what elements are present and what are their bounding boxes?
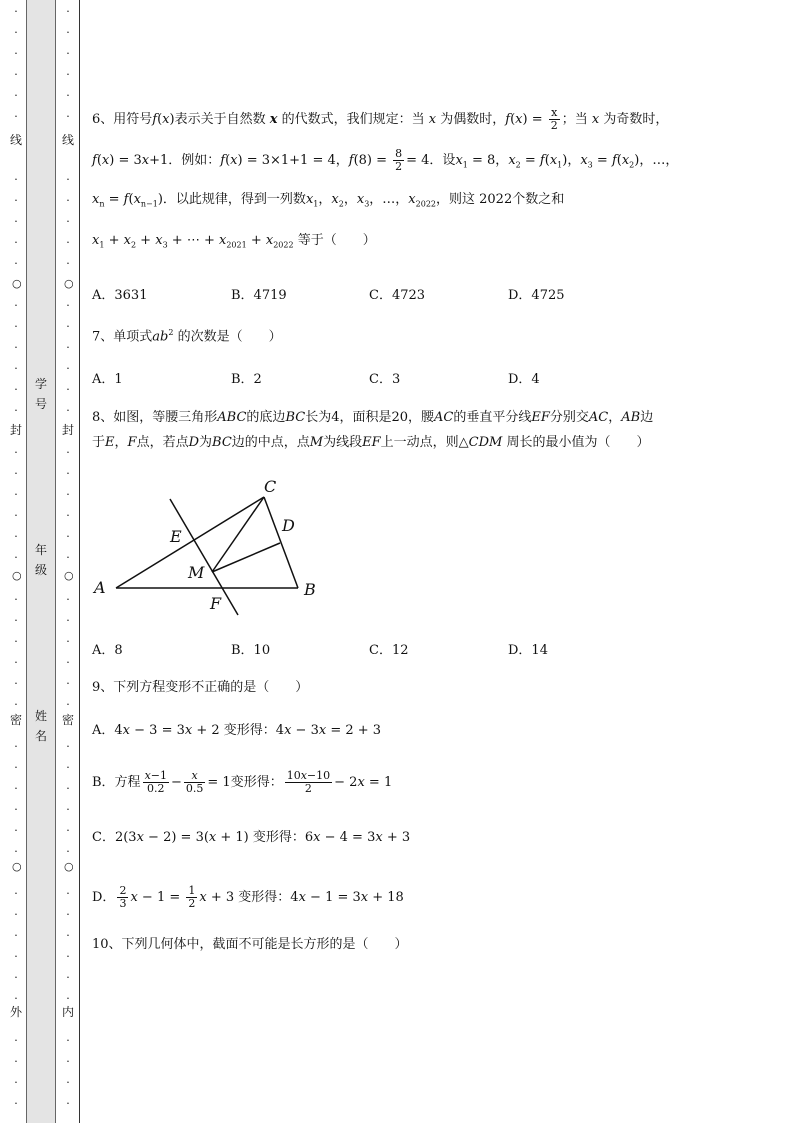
inner-dot: · xyxy=(66,845,70,858)
outer-dot: · xyxy=(14,740,18,753)
outer-dot: · xyxy=(14,677,18,690)
label-b: B xyxy=(304,580,316,599)
q7-stem: 7、单项式$ab^2$ 的次数是（ ） xyxy=(92,328,282,345)
outer-dot: · xyxy=(14,488,18,501)
label-c: C xyxy=(264,477,277,496)
outer-dot-column xyxy=(10,0,23,1123)
outer-dot: · xyxy=(14,26,18,39)
outer-dot: · xyxy=(14,887,18,900)
inner-dot: · xyxy=(66,782,70,795)
outer-dot: · xyxy=(14,404,18,417)
inner-label: 线 xyxy=(62,133,75,147)
inner-label: 封 xyxy=(62,423,75,437)
outer-dot: · xyxy=(14,110,18,123)
field-name: 姓 名 xyxy=(34,709,47,743)
outer-dot: · xyxy=(14,341,18,354)
inner-dot: · xyxy=(66,110,70,123)
outer-dot: · xyxy=(14,551,18,564)
outer-dot: · xyxy=(14,47,18,60)
inner-dot: · xyxy=(66,215,70,228)
inner-label: 内 xyxy=(62,1005,75,1019)
side-cb xyxy=(264,497,298,588)
outer-dot: · xyxy=(14,467,18,480)
label-a: A xyxy=(94,578,106,597)
binding-line xyxy=(79,0,80,1123)
outer-dot: · xyxy=(14,635,18,648)
inner-label: 密 xyxy=(62,713,75,727)
q7-option-a[interactable]: A．1 xyxy=(92,372,123,387)
q9-option-b[interactable]: B．方程 $\frac{x-1}{0.2}$ − $\frac{x}{0.5}$ = 1变形得： $\frac{10x-10}{2}$ − 2x = 1 xyxy=(92,769,393,795)
outer-dot: · xyxy=(14,908,18,921)
outer-dot: · xyxy=(14,1034,18,1047)
inner-dot: · xyxy=(66,509,70,522)
outer-dot: · xyxy=(14,383,18,396)
inner-dot: · xyxy=(66,530,70,543)
outer-dot: · xyxy=(14,929,18,942)
inner-dot: · xyxy=(66,1097,70,1110)
inner-dot: · xyxy=(66,362,70,375)
inner-dot: · xyxy=(66,1055,70,1068)
outer-dot: · xyxy=(14,173,18,186)
inner-dot: · xyxy=(66,656,70,669)
q6-option-a[interactable]: A．3631 xyxy=(92,288,148,303)
inner-circle: ○ xyxy=(64,277,74,290)
outer-dot: · xyxy=(14,824,18,837)
inner-dot: · xyxy=(66,761,70,774)
outer-dot: · xyxy=(14,362,18,375)
q6-line3: $x_n = f(x_{n-1})$．以此规律，得到一列数$x_1$，$x_2$，$x_3$，…，$x_{2022}$，则这 2022个数之和 xyxy=(92,192,565,209)
label-e: E xyxy=(170,527,182,546)
inner-dot: · xyxy=(66,446,70,459)
line-ef xyxy=(170,499,238,615)
outer-dot: · xyxy=(14,698,18,711)
inner-dot: · xyxy=(66,26,70,39)
inner-dot: · xyxy=(66,992,70,1005)
inner-dot: · xyxy=(66,593,70,606)
q9-stem: 9、下列方程变形不正确的是（ ） xyxy=(92,680,309,695)
inner-dot: · xyxy=(66,824,70,837)
inner-dot: · xyxy=(66,299,70,312)
label-f: F xyxy=(210,594,222,613)
field-grade: 年 级 xyxy=(34,543,47,577)
inner-dot: · xyxy=(66,698,70,711)
outer-dot: · xyxy=(14,782,18,795)
q6-line4: $x_1 + x_2 + x_3$ + ⋯ + $x_{2021} + x_{2022}$ 等于（ ） xyxy=(92,233,376,250)
inner-dot: · xyxy=(66,635,70,648)
inner-dot: · xyxy=(66,1076,70,1089)
binding-margin xyxy=(0,0,82,1123)
outer-label: 线 xyxy=(10,133,23,147)
inner-dot-column xyxy=(62,0,75,1123)
inner-dot: · xyxy=(66,1034,70,1047)
q9-option-d[interactable]: D． $\frac{2}{3}$ x − 1 = $\frac{1}{2}$ x + 3 变形得：4x − 1 = 3x + 18 xyxy=(92,884,404,910)
q6-option-c[interactable]: C．4723 xyxy=(369,288,426,303)
outer-label: 外 xyxy=(10,1005,23,1019)
outer-dot: · xyxy=(14,5,18,18)
q6-option-b[interactable]: B．4719 xyxy=(231,288,287,303)
outer-dot: · xyxy=(14,446,18,459)
outer-label: 密 xyxy=(10,713,23,727)
outer-circle: ○ xyxy=(12,569,22,582)
inner-dot: · xyxy=(66,47,70,60)
inner-dot: · xyxy=(66,68,70,81)
outer-dot: · xyxy=(14,194,18,207)
inner-dot: · xyxy=(66,89,70,102)
q10-stem: 10、下列几何体中，截面不可能是长方形的是（ ） xyxy=(92,937,408,952)
outer-dot: · xyxy=(14,215,18,228)
inner-dot: · xyxy=(66,887,70,900)
q8-option-d[interactable]: D．14 xyxy=(508,643,548,658)
q9-option-a[interactable]: A．4x − 3 = 3x + 2 变形得：4x − 3x = 2 + 3 xyxy=(92,723,382,738)
outer-dot: · xyxy=(14,656,18,669)
q8-triangle-figure xyxy=(90,472,330,622)
q8-option-a[interactable]: A．8 xyxy=(92,643,123,658)
q6-line2: f(x) = 3x+1．例如：f(x) = 3×1+1 = 4，f(8) = $\frac{8}{2}$ = 4．设$x_1 = 8$，$x_2 = f(x_1)$，$x_3 = f(x_2)$，…， xyxy=(92,147,679,173)
inner-dot: · xyxy=(66,341,70,354)
q6-line1: 6、用符号f(x)表示关于自然数 x 的代数式，我们规定：当 x 为偶数时，f(x) = $\frac{x}{2}$ ；当 x 为奇数时， xyxy=(92,106,669,132)
inner-dot: · xyxy=(66,5,70,18)
outer-dot: · xyxy=(14,593,18,606)
field-student-id: 学 号 xyxy=(34,377,47,411)
outer-dot: · xyxy=(14,509,18,522)
outer-dot: · xyxy=(14,1055,18,1068)
inner-dot: · xyxy=(66,194,70,207)
outer-dot: · xyxy=(14,89,18,102)
label-d: D xyxy=(282,516,295,535)
inner-dot: · xyxy=(66,236,70,249)
outer-dot: · xyxy=(14,299,18,312)
outer-circle: ○ xyxy=(12,860,22,873)
inner-dot: · xyxy=(66,551,70,564)
outer-label: 封 xyxy=(10,423,23,437)
outer-dot: · xyxy=(14,68,18,81)
inner-dot: · xyxy=(66,740,70,753)
inner-dot: · xyxy=(66,257,70,270)
q8-line1: 8、如图，等腰三角形ABC的底边BC长为4，面积是20，腰AC的垂直平分线EF分别交AC，AB边 xyxy=(92,410,654,425)
inner-dot: · xyxy=(66,614,70,627)
outer-dot: · xyxy=(14,992,18,1005)
outer-dot: · xyxy=(14,257,18,270)
inner-dot: · xyxy=(66,971,70,984)
q8-option-b[interactable]: B．10 xyxy=(231,643,271,658)
inner-dot: · xyxy=(66,488,70,501)
outer-dot: · xyxy=(14,1076,18,1089)
inner-dot: · xyxy=(66,320,70,333)
inner-dot: · xyxy=(66,803,70,816)
inner-dot: · xyxy=(66,404,70,417)
q7-option-c[interactable]: C．3 xyxy=(369,372,401,387)
inner-dot: · xyxy=(66,908,70,921)
q7-option-b[interactable]: B．2 xyxy=(231,372,262,387)
outer-circle: ○ xyxy=(12,277,22,290)
outer-dot: · xyxy=(14,1097,18,1110)
q9-option-c[interactable]: C．2(3x − 2) = 3(x + 1) 变形得：6x − 4 = 3x + 3 xyxy=(92,830,411,845)
inner-dot: · xyxy=(66,173,70,186)
outer-dot: · xyxy=(14,950,18,963)
inner-dot: · xyxy=(66,929,70,942)
outer-dot: · xyxy=(14,761,18,774)
inner-circle: ○ xyxy=(64,860,74,873)
outer-dot: · xyxy=(14,236,18,249)
inner-circle: ○ xyxy=(64,569,74,582)
inner-dot: · xyxy=(66,950,70,963)
outer-dot: · xyxy=(14,530,18,543)
q6-option-d[interactable]: D．4725 xyxy=(508,288,565,303)
inner-dot: · xyxy=(66,383,70,396)
q7-option-d[interactable]: D．4 xyxy=(508,372,540,387)
label-m: M xyxy=(188,563,205,582)
inner-dot: · xyxy=(66,677,70,690)
inner-dot: · xyxy=(66,467,70,480)
outer-dot: · xyxy=(14,971,18,984)
outer-dot: · xyxy=(14,614,18,627)
outer-dot: · xyxy=(14,803,18,816)
outer-dot: · xyxy=(14,845,18,858)
q8-option-c[interactable]: C．12 xyxy=(369,643,409,658)
q8-line2: 于E，F点，若点D为BC边的中点，点M为线段EF上一动点，则△CDM 周长的最小值为（ ） xyxy=(92,435,650,450)
outer-dot: · xyxy=(14,320,18,333)
